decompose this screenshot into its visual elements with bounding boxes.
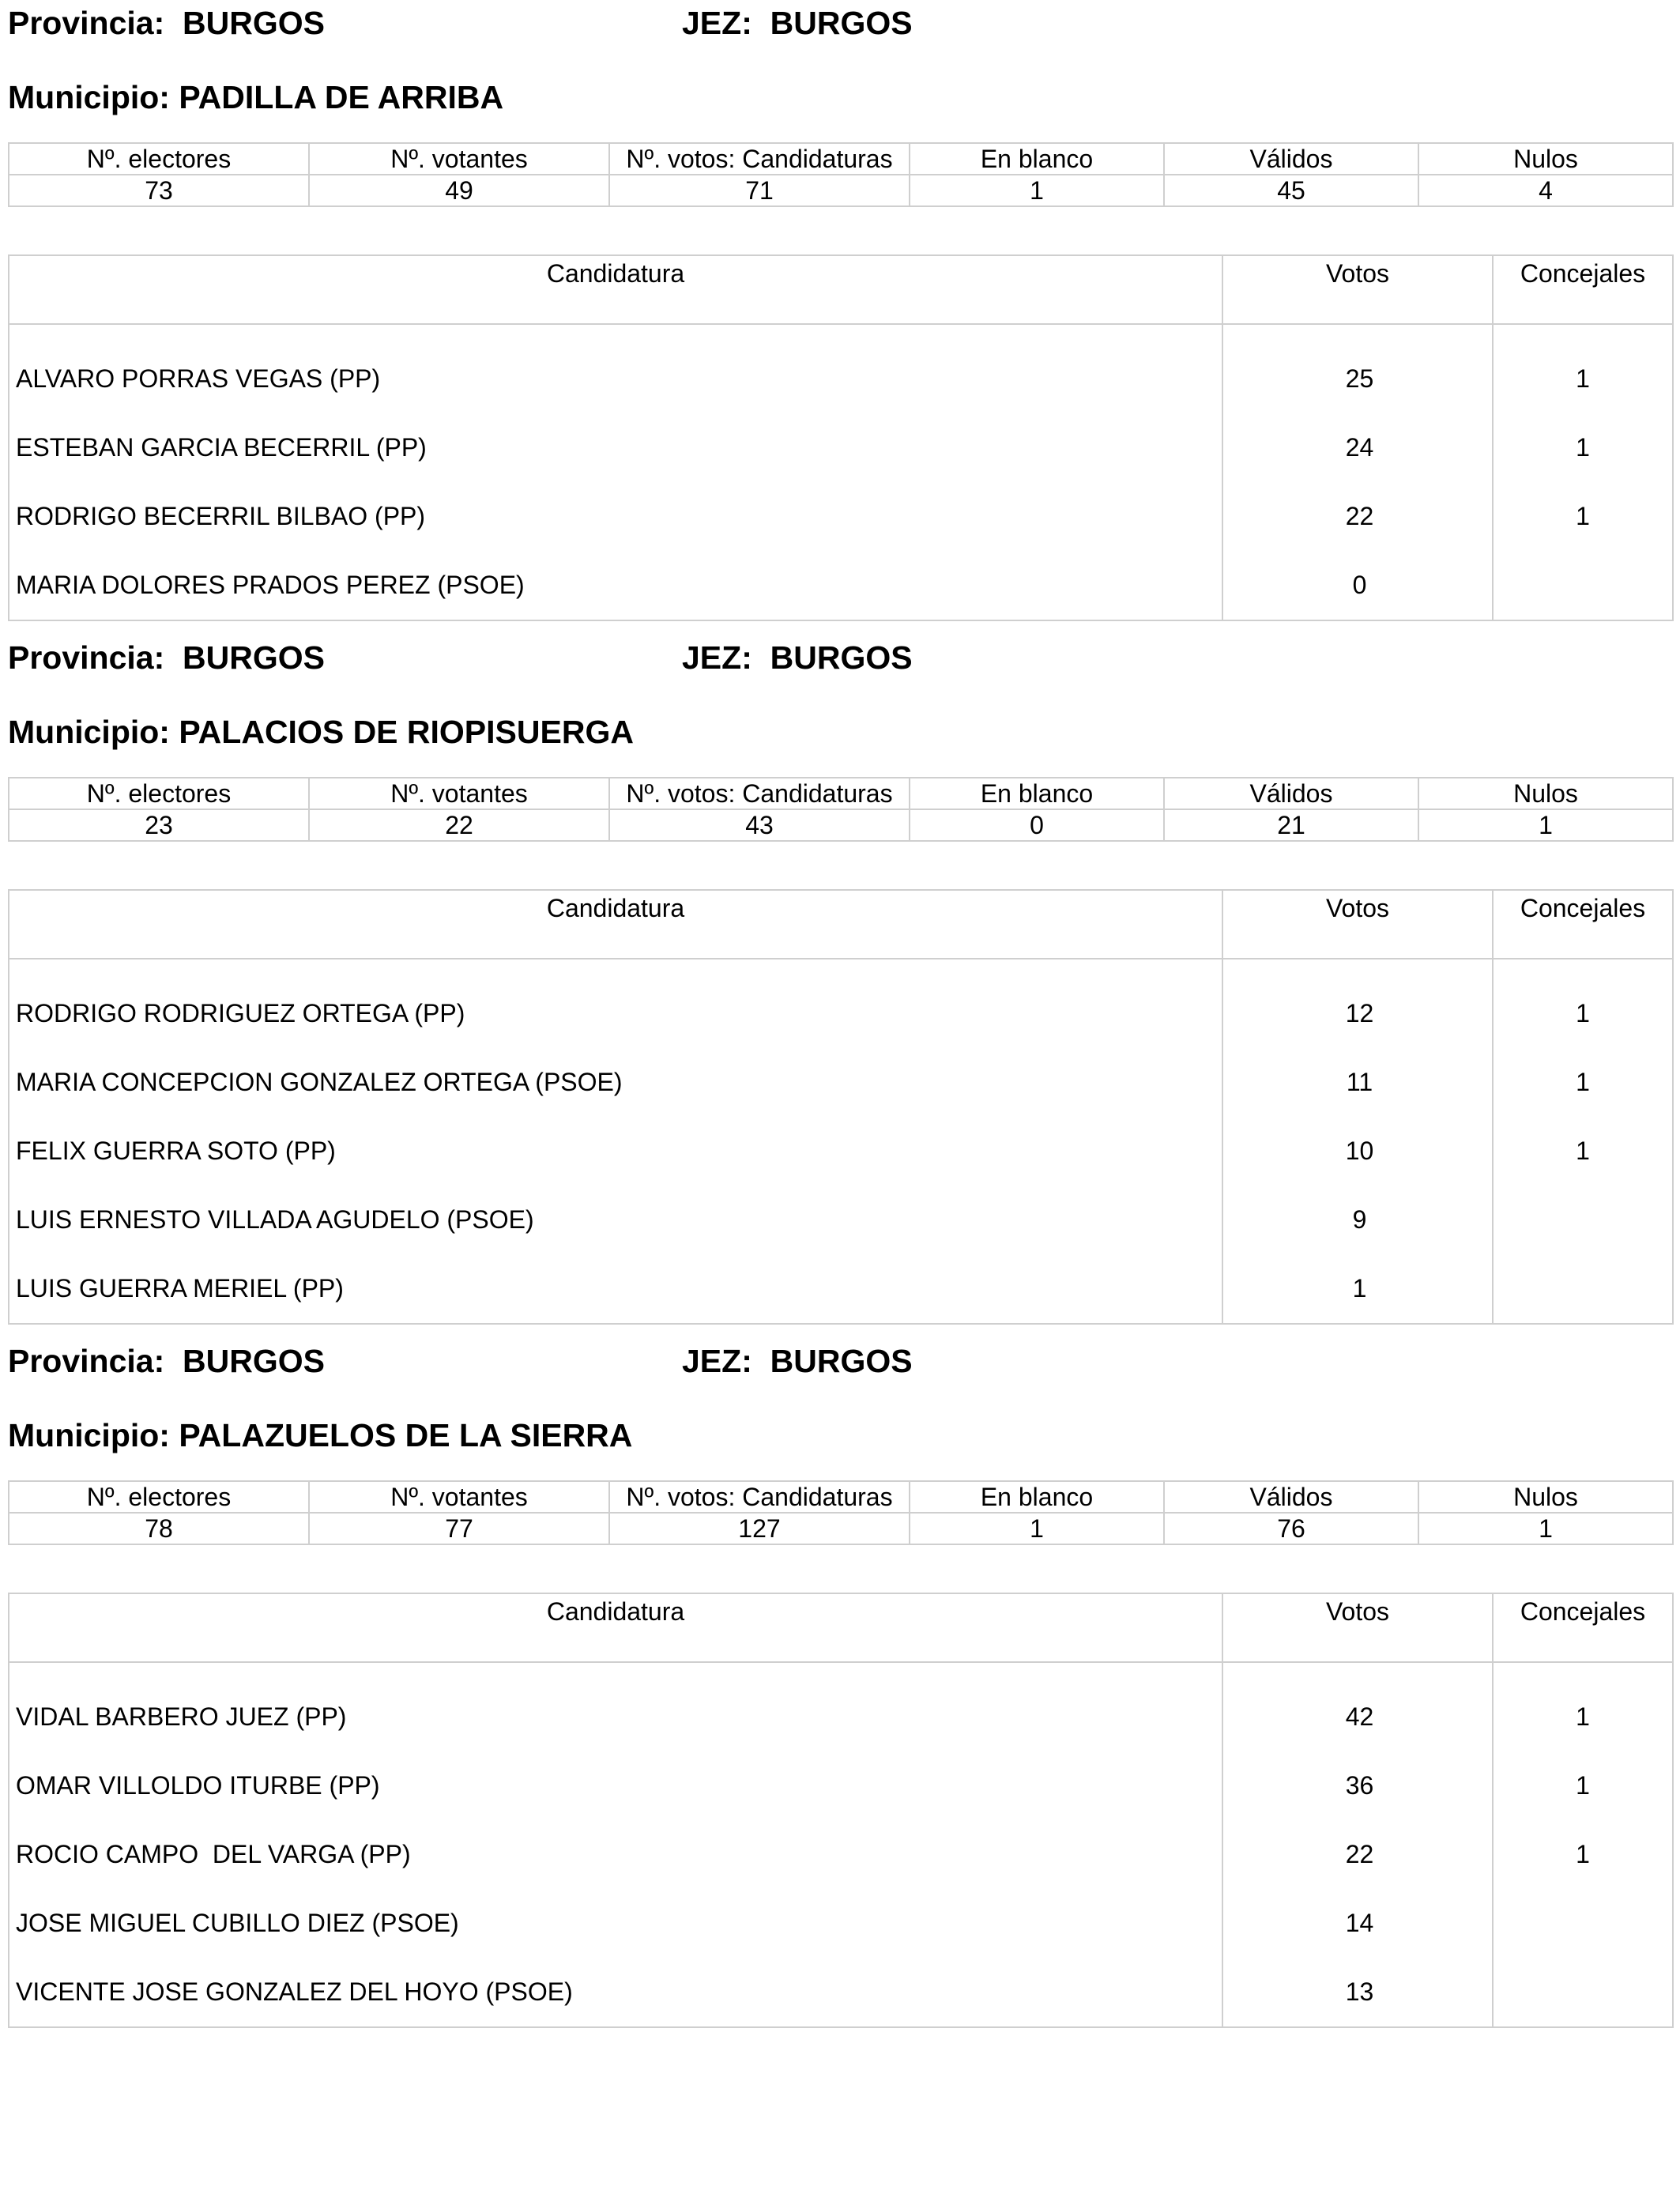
table-row: [9, 1048, 1673, 1117]
table-row: [9, 1254, 1673, 1324]
summary-value-cell: 71: [609, 175, 910, 206]
summary-value-row: [9, 1513, 1673, 1544]
summary-value-cell: 1: [1418, 809, 1673, 841]
summary-header-cell: Nº. votantes: [309, 778, 609, 809]
concejales-header: Concejales: [1493, 890, 1673, 959]
candidate-concejales: 1: [1576, 1068, 1590, 1096]
summary-header-cell: Nº. votos: Candidaturas: [609, 143, 910, 175]
candidate-name: VIDAL BARBERO JUEZ (PP): [9, 1662, 1222, 1751]
summary-value-cell: 127: [609, 1513, 910, 1544]
candidate-votes: 36: [1222, 1751, 1493, 1820]
candidates-table: [8, 889, 1674, 1325]
candidate-name: OMAR VILLOLDO ITURBE (PP): [9, 1751, 1222, 1820]
municipio-block: [8, 635, 1672, 1302]
candidate-concejales: [1493, 1958, 1673, 2027]
candidate-name: MARIA DOLORES PRADOS PEREZ (PSOE): [9, 551, 1222, 620]
summary-value-cell: 77: [309, 1513, 609, 1544]
candidate-concejales: [1493, 1889, 1673, 1958]
table-row: [9, 1820, 1673, 1889]
summary-header-cell: Nº. votantes: [309, 1481, 609, 1513]
candidate-votes: 22: [1222, 482, 1493, 551]
candidatura-header: Candidatura: [9, 1593, 1222, 1662]
candidatura-header: Candidatura: [9, 890, 1222, 959]
votos-header: Votos: [1222, 255, 1493, 324]
summary-value-row: [9, 175, 1673, 206]
summary-value-cell: 49: [309, 175, 609, 206]
summary-value-cell: 21: [1164, 809, 1418, 841]
provincia-heading: Provincia: BURGOS: [8, 5, 325, 41]
candidate-votes: 12: [1222, 959, 1493, 1048]
candidate-votes: 10: [1222, 1117, 1493, 1186]
summary-header-cell: Nulos: [1418, 778, 1673, 809]
summary-value-cell: 23: [9, 809, 309, 841]
candidate-votes: 22: [1222, 1820, 1493, 1889]
jez-heading: JEZ: BURGOS: [682, 1343, 913, 1379]
provincia-heading: Provincia: BURGOS: [8, 1343, 325, 1379]
summary-header-cell: Nº. votos: Candidaturas: [609, 1481, 910, 1513]
table-row: [9, 1889, 1673, 1958]
candidates-table: [8, 1593, 1674, 2028]
summary-header-cell: En blanco: [910, 778, 1164, 809]
summary-value-cell: 78: [9, 1513, 309, 1544]
candidate-name: ROCIO CAMPO DEL VARGA (PP): [9, 1820, 1222, 1889]
summary-value-cell: 22: [309, 809, 609, 841]
candidate-name: JOSE MIGUEL CUBILLO DIEZ (PSOE): [9, 1889, 1222, 1958]
candidate-votes: 1: [1222, 1254, 1493, 1324]
summary-value-cell: 0: [910, 809, 1164, 841]
jez-heading: JEZ: BURGOS: [682, 5, 913, 41]
candidate-name: ESTEBAN GARCIA BECERRIL (PP): [9, 413, 1222, 482]
table-row: [9, 1117, 1673, 1186]
summary-header-cell: Válidos: [1164, 143, 1418, 175]
table-row: [9, 959, 1673, 1048]
summary-value-cell: 76: [1164, 1513, 1418, 1544]
votos-header: Votos: [1222, 890, 1493, 959]
table-row: [9, 1186, 1673, 1254]
summary-value-cell: 1: [910, 1513, 1164, 1544]
summary-header-row: [9, 1481, 1673, 1513]
candidate-votes: 42: [1222, 1662, 1493, 1751]
candidate-concejales: 1: [1576, 433, 1590, 462]
votos-header: Votos: [1222, 1593, 1493, 1662]
municipio-heading: Municipio: PALAZUELOS DE LA SIERRA: [8, 1417, 633, 1453]
candidate-name: MARIA CONCEPCION GONZALEZ ORTEGA (PSOE): [9, 1048, 1222, 1117]
block-header: [8, 0, 1672, 115]
concejales-header: Concejales: [1493, 255, 1673, 324]
summary-value-cell: 73: [9, 175, 309, 206]
summary-header-cell: Nº. electores: [9, 143, 309, 175]
candidate-concejales: 1: [1576, 1702, 1590, 1731]
table-row: [9, 482, 1673, 551]
summary-table: [8, 142, 1674, 207]
summary-value-cell: 1: [910, 175, 1164, 206]
block-header: [8, 635, 1672, 750]
candidate-votes: 24: [1222, 413, 1493, 482]
candidate-concejales: 1: [1576, 502, 1590, 530]
candidates-table: [8, 254, 1674, 621]
candidates-header-row: [9, 1593, 1673, 1662]
candidate-name: ALVARO PORRAS VEGAS (PP): [9, 324, 1222, 413]
summary-header-row: [9, 778, 1673, 809]
summary-header-cell: Nº. electores: [9, 778, 309, 809]
candidate-concejales: 1: [1576, 999, 1590, 1027]
summary-value-cell: 43: [609, 809, 910, 841]
candidate-concejales: 1: [1576, 1771, 1590, 1800]
summary-header-cell: Válidos: [1164, 1481, 1418, 1513]
candidate-votes: 0: [1222, 551, 1493, 620]
municipio-heading: Municipio: PADILLA DE ARRIBA: [8, 79, 504, 115]
table-row: [9, 1751, 1673, 1820]
table-row: [9, 1662, 1673, 1751]
table-row: [9, 324, 1673, 413]
summary-value-cell: 1: [1418, 1513, 1673, 1544]
summary-header-cell: Nulos: [1418, 143, 1673, 175]
summary-header-cell: Nº. votantes: [309, 143, 609, 175]
candidate-name: FELIX GUERRA SOTO (PP): [9, 1117, 1222, 1186]
summary-value-cell: 4: [1418, 175, 1673, 206]
summary-value-cell: 45: [1164, 175, 1418, 206]
candidate-votes: 11: [1222, 1048, 1493, 1117]
candidate-name: RODRIGO BECERRIL BILBAO (PP): [9, 482, 1222, 551]
candidates-header-row: [9, 255, 1673, 324]
municipio-block: [8, 0, 1672, 599]
candidate-votes: 14: [1222, 1889, 1493, 1958]
summary-value-row: [9, 809, 1673, 841]
summary-header-cell: Válidos: [1164, 778, 1418, 809]
summary-header-cell: Nº. electores: [9, 1481, 309, 1513]
candidate-name: VICENTE JOSE GONZALEZ DEL HOYO (PSOE): [9, 1958, 1222, 2027]
candidate-concejales: 1: [1576, 1137, 1590, 1165]
candidatura-header: Candidatura: [9, 255, 1222, 324]
candidate-votes: 13: [1222, 1958, 1493, 2027]
candidate-name: LUIS ERNESTO VILLADA AGUDELO (PSOE): [9, 1186, 1222, 1254]
jez-heading: JEZ: BURGOS: [682, 639, 913, 676]
candidate-concejales: [1493, 551, 1673, 620]
table-row: [9, 551, 1673, 620]
provincia-heading: Provincia: BURGOS: [8, 639, 325, 676]
candidate-name: LUIS GUERRA MERIEL (PP): [9, 1254, 1222, 1324]
candidates-header-row: [9, 890, 1673, 959]
block-header: [8, 1338, 1672, 1453]
candidate-concejales: [1493, 1186, 1673, 1254]
summary-table: [8, 1480, 1674, 1545]
summary-header-row: [9, 143, 1673, 175]
summary-header-cell: En blanco: [910, 143, 1164, 175]
concejales-header: Concejales: [1493, 1593, 1673, 1662]
summary-header-cell: Nº. votos: Candidaturas: [609, 778, 910, 809]
summary-header-cell: Nulos: [1418, 1481, 1673, 1513]
table-row: [9, 1958, 1673, 2027]
candidate-votes: 9: [1222, 1186, 1493, 1254]
candidate-concejales: 1: [1576, 364, 1590, 393]
summary-header-cell: En blanco: [910, 1481, 1164, 1513]
municipio-heading: Municipio: PALACIOS DE RIOPISUERGA: [8, 714, 634, 750]
candidate-concejales: [1493, 1254, 1673, 1324]
municipio-block: [8, 1338, 1672, 2006]
candidate-votes: 25: [1222, 324, 1493, 413]
candidate-name: RODRIGO RODRIGUEZ ORTEGA (PP): [9, 959, 1222, 1048]
candidate-concejales: 1: [1576, 1840, 1590, 1868]
table-row: [9, 413, 1673, 482]
summary-table: [8, 777, 1674, 842]
